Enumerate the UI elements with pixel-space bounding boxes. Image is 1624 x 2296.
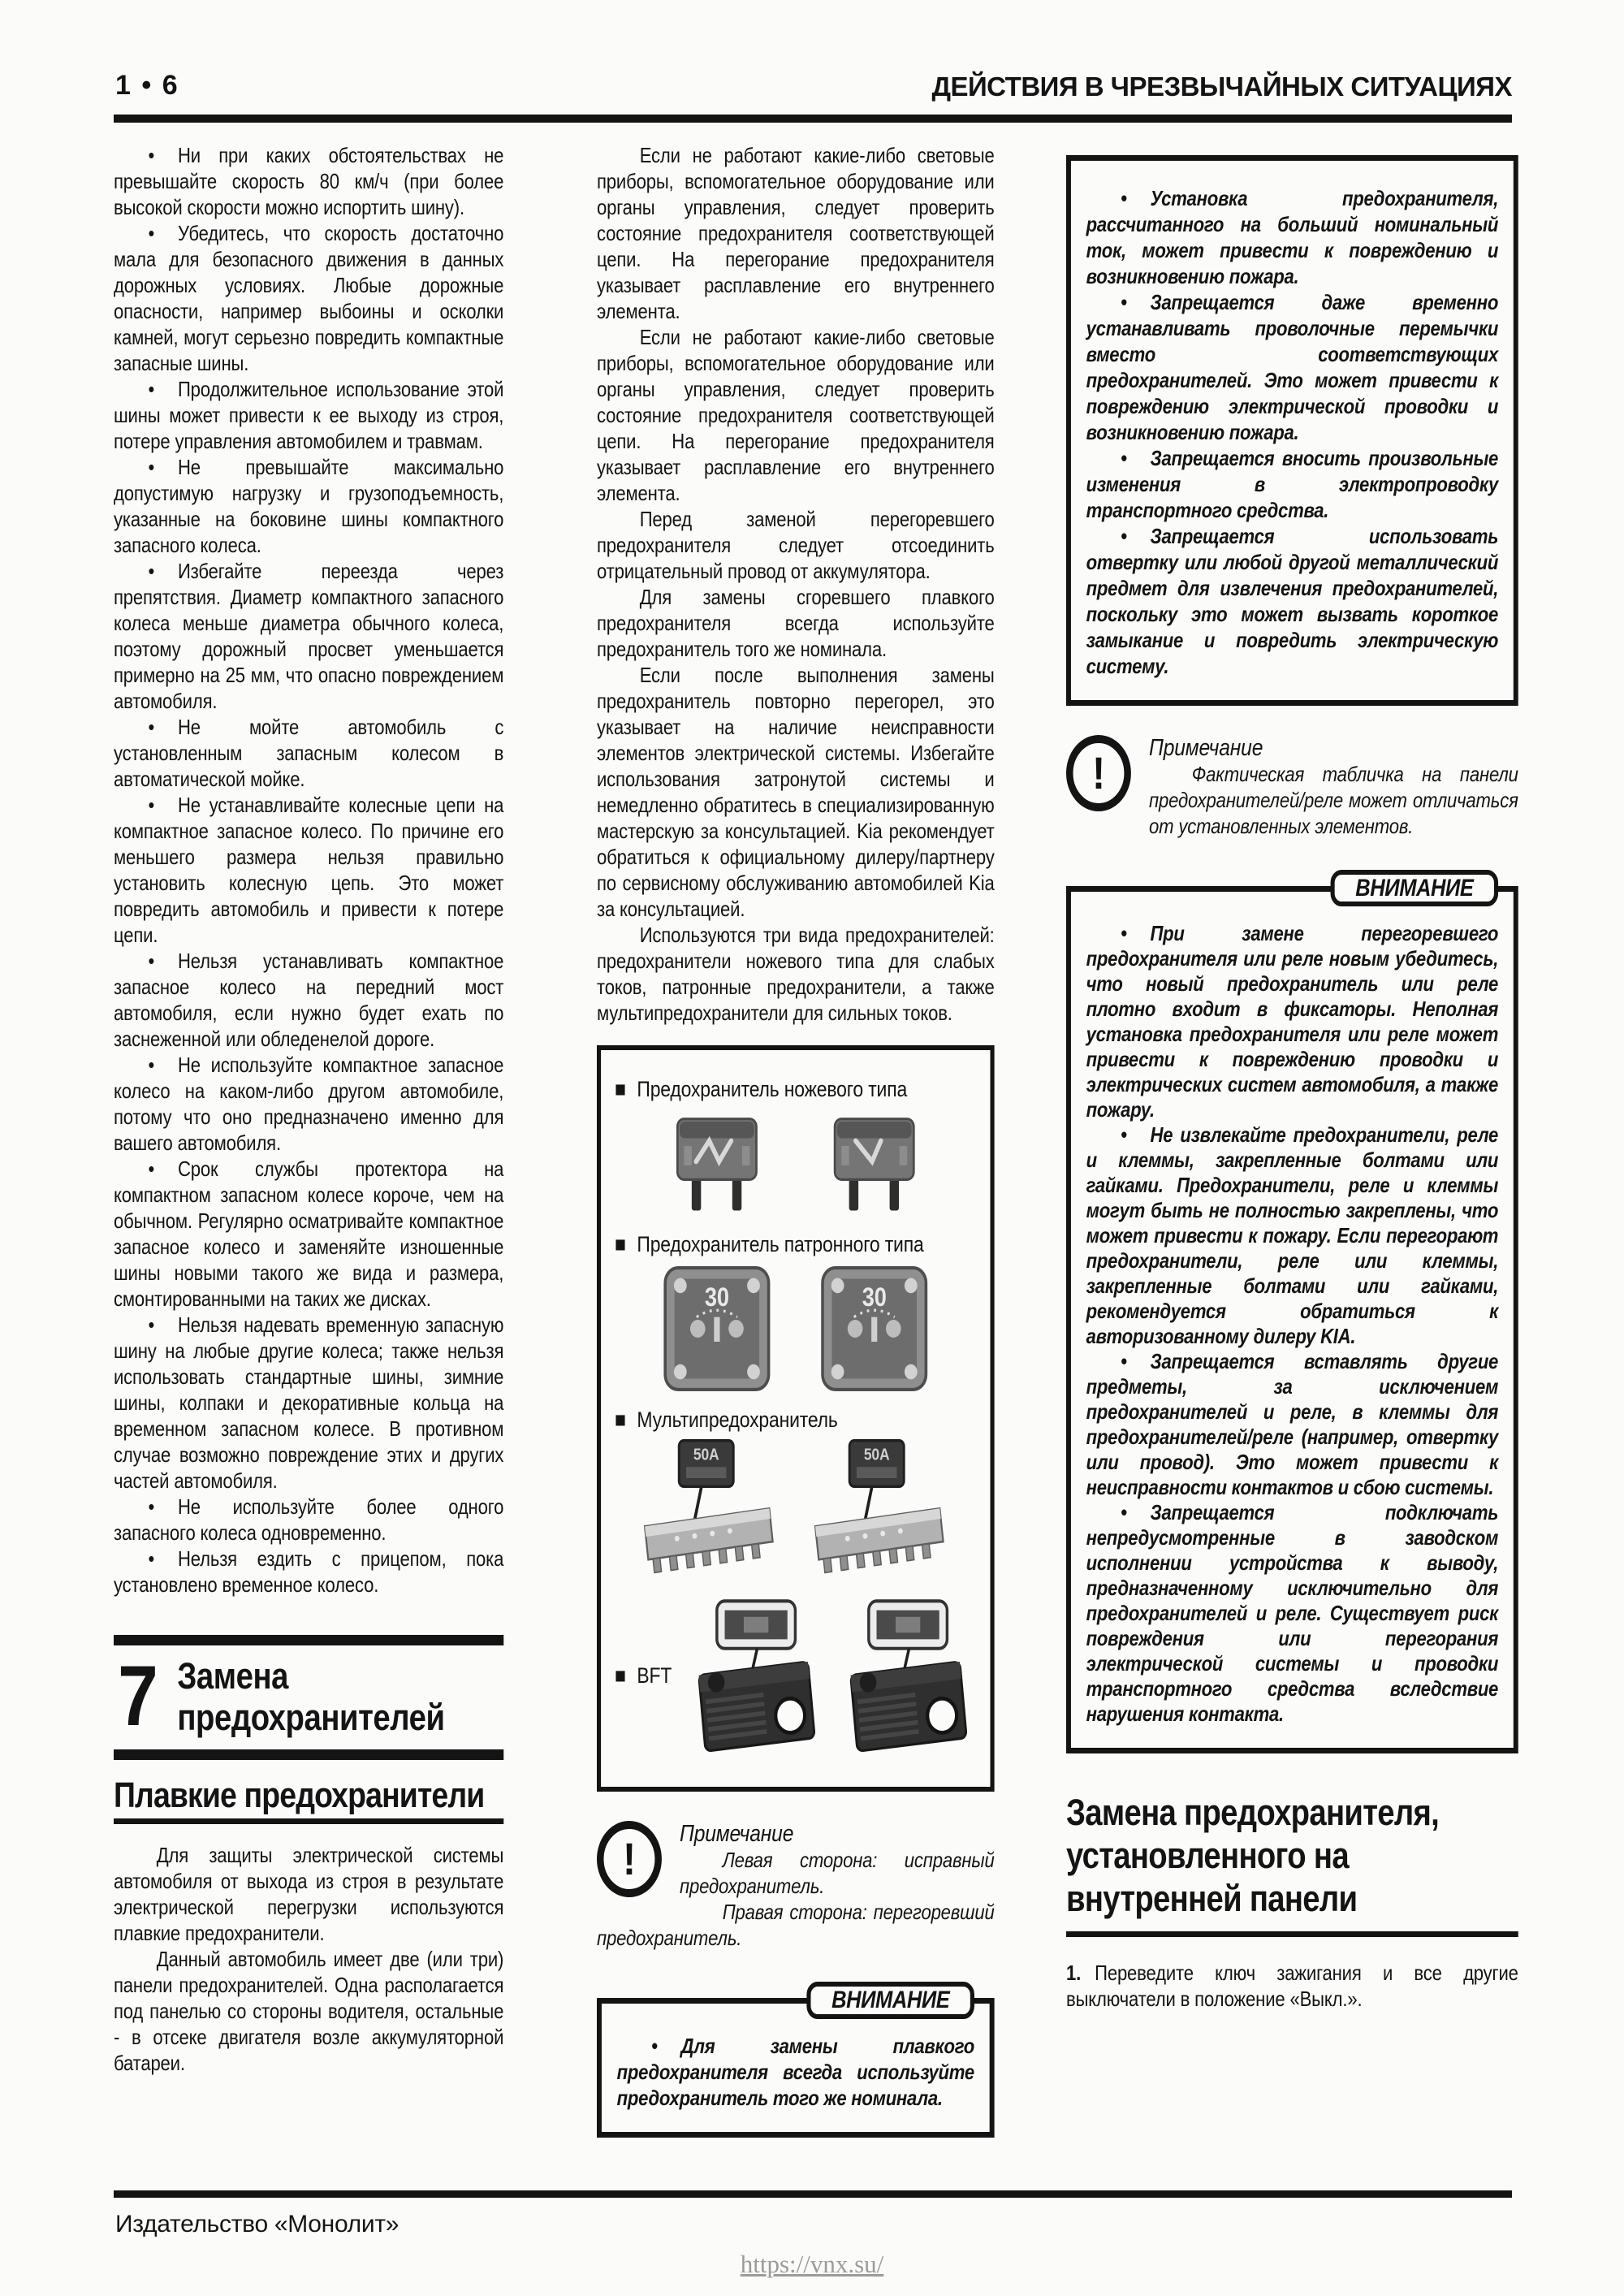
section-heading: Замена предохранителя, установленного на внутренней панели bbox=[1066, 1791, 1518, 1937]
warning-bullet: • Запрещается вносить произвольные изменения в электропроводку транспортного средства. bbox=[1086, 446, 1499, 522]
note-title: Примечание bbox=[680, 1821, 794, 1847]
figure-label: ■ BFT bbox=[615, 1663, 672, 1688]
bullet-marker: • bbox=[1121, 446, 1127, 470]
bullet-marker: • bbox=[148, 559, 155, 583]
caution-box bbox=[597, 1987, 995, 2138]
note-block bbox=[1066, 730, 1518, 839]
caution-bullet: • Не извлекайте предохранители, реле и клеммы, закрепленные болтами или гайками. Предохранители, реле и клеммы могут быть не полностью закреплены, что может привести к пожару. Если перегорают предохранители, реле или клеммы, закрепленные болтами или гайками, рекомендуется обратиться к авторизованному дилеру KIA. bbox=[1086, 1122, 1499, 1348]
warning-bullet: • Нельзя надевать временную запасную шину на любые другие колеса; также нельзя использовать стандартные шины, зимние шины, колпаки и декоративные кольца на временном запасном колесе. В противном случае возможно повреждение этих и других частей автомобиля. bbox=[114, 1312, 504, 1493]
body-paragraph: Для замены сгоревшего плавкого предохранителя всегда используйте предохранитель того же номинала. bbox=[597, 585, 995, 661]
bft-row bbox=[615, 1598, 976, 1753]
warning-bullet: • Нельзя ездить с прицепом, пока установлено временное колесо. bbox=[114, 1546, 504, 1597]
caution-box bbox=[1066, 875, 1518, 1753]
warning-bullet: • Не превышайте максимально допустимую нагрузку и грузоподъемность, указанные на боковине шины компактного запасного колеса. bbox=[114, 455, 504, 557]
warning-bullet: • Срок службы протектора на компактном запасном колесе короче, чем на обычном. Регулярно осматривайте компактное запасное колесо и заменяйте изношенные шины новыми такого же вида и размера, смонтированными на таких же дисках. bbox=[114, 1157, 504, 1311]
blade-fuse-image bbox=[662, 1109, 772, 1218]
warning-bullet: • Нельзя устанавливать компактное запасное колесо на передний мост автомобиля, если нужно будет ехать по заснеженной или обледенелой дороге. bbox=[114, 949, 504, 1051]
chapter-title: ДЕЙСТВИЯ В ЧРЕЗВЫЧАЙНЫХ СИТУАЦИЯХ bbox=[931, 71, 1512, 102]
warning-bullet: • Не мойте автомобиль с установленным запасным колесом в автоматической мойке. bbox=[114, 715, 504, 791]
cartridge-fuse-image bbox=[819, 1264, 930, 1394]
bullet-marker: • bbox=[148, 715, 155, 739]
bullet-marker: • bbox=[148, 143, 155, 167]
section-title: Замена предохранителей bbox=[177, 1655, 445, 1738]
note-text: Левая сторона: исправный предохранитель. bbox=[680, 1848, 995, 1898]
watermark-link[interactable]: https://vnx.su/ bbox=[740, 2250, 884, 2278]
svg-text:30 bbox=[705, 1393, 729, 1394]
warning-bullet: • Не используйте более одного запасного колеса одновременно. bbox=[114, 1494, 504, 1545]
svg-text:50A: 50A bbox=[693, 1446, 719, 1465]
body-paragraph: Если после выполнения замены предохранитель повторно перегорел, это указывает на наличие неисправности элементов электрической системы. Избегайте использования затронутой системы и немедленно обратитесь в специализированную мастерскую за консультацией. Kia рекомендует обратиться к официальному дилеру/партнеру по сервисному обслуживанию автомобилей Kia за консультацией. bbox=[597, 663, 995, 921]
svg-text:30: 30 bbox=[862, 1283, 887, 1312]
page-number: 1 • 6 bbox=[115, 70, 179, 101]
bullet-marker: • bbox=[1121, 290, 1127, 314]
multifuse-image bbox=[637, 1439, 785, 1585]
bullet-marker: • bbox=[1121, 524, 1127, 548]
subsection-heading: Плавкие предохранители bbox=[114, 1783, 503, 1824]
bullet-marker: • bbox=[148, 455, 155, 479]
bullet-marker: • bbox=[148, 949, 155, 973]
bullet-marker: • bbox=[148, 377, 155, 401]
warning-bullet: • Запрещается использовать отвертку или любой другой металлический предмет для извлечения предохранителей, поскольку это может вызвать короткое замыкание и повредить электрическую систему. bbox=[1086, 524, 1499, 678]
bullet-marker: • bbox=[1121, 1349, 1127, 1373]
bullet-marker: • bbox=[148, 793, 155, 817]
figure-label: ■ Предохранитель ножевого типа bbox=[615, 1077, 908, 1101]
warning-bullet: • Убедитесь, что скорость достаточно мала для безопасного движения в данных дорожных условиях. Любые дорожные опасности, например выбоины и осколки камней, могут серьезно повредить компактные запасные шины. bbox=[114, 221, 504, 375]
body-paragraph: Перед заменой перегоревшего предохранителя следует отсоединить отрицательный провод от аккумулятора. bbox=[597, 507, 995, 583]
caution-bullet: • При замене перегоревшего предохранителя или реле новым убедитесь, что новый предохранитель или реле плотно входит в фиксаторы. Неполная установка предохранителя или реле может привести к повреждению проводки и электрических систем автомобиля, а также пожару. bbox=[1086, 921, 1499, 1122]
caution-bullet: • Запрещается вставлять другие предметы, за исключением предохранителей и реле, в клеммы для предохранителей/реле (например, отвертку или провод). Это может привести к неисправности контактов и сбою системы. bbox=[1086, 1349, 1499, 1499]
caution-bullet: • Для замены плавкого предохранителя всегда используйте предохранитель того же номинала. bbox=[616, 2034, 974, 2110]
bullet-marker: • bbox=[148, 1546, 155, 1571]
warning-bullet: • Запрещается даже временно устанавливать проволочные перемычки вместо соответствующих предохранителей. Это может привести к повреждению электрической проводки и возникновению пожара. bbox=[1086, 290, 1499, 444]
figure-label: ■ Мультипредохранитель bbox=[615, 1407, 838, 1432]
bullet-marker: • bbox=[1121, 1122, 1127, 1147]
cartridge-fuse-image bbox=[662, 1264, 772, 1394]
footer-rule bbox=[114, 2190, 1512, 2198]
cartridge-fuse-row bbox=[615, 1264, 976, 1394]
multifuse-row bbox=[615, 1439, 976, 1585]
warning-bullet: • Ни при каких обстоятельствах не превышайте скорость 80 км/ч (при более высокой скорости можно испортить шину). bbox=[114, 143, 504, 219]
section-rule-bottom bbox=[114, 1749, 503, 1760]
right-column bbox=[1066, 142, 1518, 2012]
bullet-marker: • bbox=[148, 221, 155, 245]
section-number: 7 bbox=[118, 1649, 158, 1744]
fuse-types-figure bbox=[597, 1045, 995, 1792]
section-rule-top bbox=[114, 1635, 503, 1645]
bullet-marker: • bbox=[148, 1053, 155, 1077]
procedure-step: 1. Переведите ключ зажигания и все другие выключатели в положение «Выкл.». bbox=[1066, 1961, 1518, 2011]
blade-fuse-row bbox=[615, 1109, 976, 1218]
warning-bullet: • Избегайте переезда через препятствия. Диаметр компактного запасного колеса меньше диаметра обычного колеса, поэтому дорожный просвет уменьшается примерно на 25 мм, что опасно повреждением автомобиля. bbox=[114, 559, 504, 713]
bullet-marker: • bbox=[1121, 1500, 1127, 1524]
caution-tab: ВНИМАНИЕ bbox=[1331, 870, 1498, 906]
note-text: Фактическая табличка на панели предохранителей/реле может отличаться от установленных элементов. bbox=[1149, 762, 1518, 838]
warning-box bbox=[1066, 155, 1518, 706]
note-block bbox=[597, 1816, 995, 1951]
bullet-marker: • bbox=[1121, 921, 1127, 945]
bullet-marker: • bbox=[1121, 186, 1127, 210]
caution-tab: ВНИМАНИЕ bbox=[807, 1982, 974, 2019]
blade-fuse-image bbox=[819, 1109, 930, 1218]
body-paragraph: Для защиты электрической системы автомобиля от выхода из строя в результате электрической перегрузки используются плавкие предохранители. bbox=[114, 1843, 504, 1945]
bullet-marker: • bbox=[148, 1157, 155, 1181]
warning-bullet: • Продолжительное использование этой шины может привести к ее выходу из строя, потере управления автомобилем и травмам. bbox=[114, 377, 504, 453]
publisher-label: Издательство «Монолит» bbox=[115, 2211, 400, 2238]
bullet-marker: • bbox=[651, 2034, 658, 2058]
square-marker-icon: ■ bbox=[615, 1077, 626, 1101]
note-title: Примечание bbox=[1149, 735, 1263, 761]
body-paragraph: Данный автомобиль имеет две (или три) панели предохранителей. Одна располагается под панелью со стороны водителя, остальные - в отсеке двигателя возле аккумуляторной батареи. bbox=[114, 1947, 504, 2075]
warning-bullet: • Установка предохранителя, рассчитанного на больший номинальный ток, может привести к повреждению и возникновению пожара. bbox=[1086, 186, 1499, 288]
caution-bullet: • Запрещается подключать непредусмотренные в заводском исполнении устройства к выводу, предназначенному исключительно для предохранителей и реле. Существует риск повреждения или перегорания электрической системы и проводки транспортного средства вследствие нарушения контакта. bbox=[1086, 1500, 1499, 1726]
multifuse-image bbox=[806, 1439, 955, 1585]
bullet-marker: • bbox=[148, 1494, 155, 1519]
left-column bbox=[114, 142, 503, 2076]
svg-text:50A: 50A bbox=[863, 1446, 890, 1465]
svg-text:30: 30 bbox=[704, 1283, 729, 1312]
square-marker-icon: ■ bbox=[615, 1663, 626, 1688]
body-paragraph: Если не работают какие-либо световые приборы, вспомогательное оборудование или органы управления, следует проверить состояние предохранителя соответствующей цепи. На перегорание предохранителя указывает расплавление его внутреннего элемента. bbox=[597, 325, 995, 505]
step-number: 1. bbox=[1066, 1961, 1082, 1985]
header-rule bbox=[114, 115, 1512, 123]
bft-image bbox=[689, 1598, 824, 1753]
body-paragraph: Если не работают какие-либо световые приборы, вспомогательное оборудование или органы управления, следует проверить состояние предохранителя соответствующей цепи. На перегорание предохранителя указывает расплавление его внутреннего элемента. bbox=[597, 143, 995, 323]
warning-bullet: • Не используйте компактное запасное колесо на каком-либо другом автомобиле, потому что оно предназначено именно для вашего автомобиля. bbox=[114, 1053, 504, 1155]
note-exclamation-icon: ! bbox=[597, 1821, 662, 1897]
middle-column bbox=[597, 142, 995, 2138]
warning-bullet: • Не устанавливайте колесные цепи на компактное запасное колесо. По причине его меньшего размера нельзя правильно установить колесную цепь. Это может повредить автомобиль и привести к потере цепи. bbox=[114, 793, 504, 947]
figure-label: ■ Предохранитель патронного типа bbox=[615, 1232, 924, 1256]
body-paragraph: Используются три вида предохранителей: предохранители ножевого типа для слабых токов, патронные предохранители, а также мультипредохранители для сильных токов. bbox=[597, 923, 995, 1025]
bft-image bbox=[842, 1598, 977, 1753]
bullet-marker: • bbox=[148, 1312, 155, 1337]
section-7-block bbox=[114, 1635, 503, 1760]
square-marker-icon: ■ bbox=[615, 1232, 626, 1256]
note-exclamation-icon: ! bbox=[1066, 735, 1131, 811]
square-marker-icon: ■ bbox=[615, 1407, 626, 1432]
svg-text:30 bbox=[862, 1393, 887, 1394]
note-text: Правая сторона: перегоревший предохранитель. bbox=[597, 1900, 995, 1950]
